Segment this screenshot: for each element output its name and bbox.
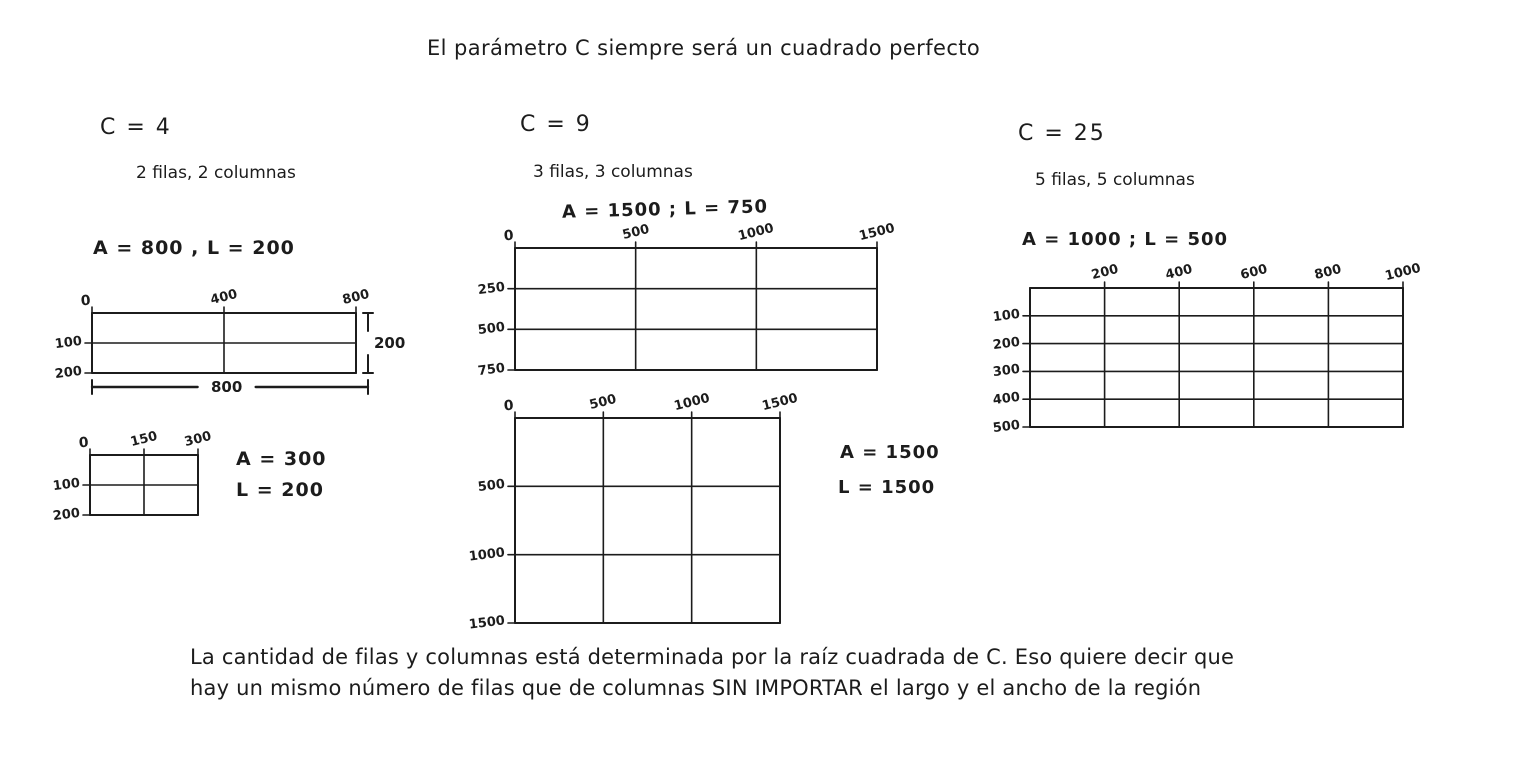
grid-c4-main [54,286,406,396]
x-tick-label: 200 [1089,261,1120,284]
footer-note [190,642,1234,704]
x-tick-label: 500 [588,391,619,414]
x-tick-label: 500 [620,221,651,244]
formula-c4-small-length: L = 200 [236,479,324,501]
y-tick-label: 500 [477,477,506,496]
x-tick-label: 1000 [1383,260,1423,285]
y-tick-label: 200 [992,334,1021,353]
height-dimension-label: 200 [374,334,406,352]
x-tick-label: 800 [341,286,371,309]
section-c4-heading: C = 4 [100,115,172,140]
x-tick-label: 150 [129,428,159,451]
x-tick-label: 800 [1313,261,1344,284]
y-tick-label: 1000 [468,545,506,565]
x-tick-label: 400 [209,286,239,309]
y-tick-label: 400 [992,390,1021,409]
grid-c9-wide [477,220,897,380]
formula-c9-square-area: A = 1500 [840,442,940,463]
x-tick-label: 1000 [672,390,712,415]
x-tick-label: 1000 [736,220,776,245]
section-c25-heading: C = 25 [1018,121,1106,146]
y-tick-label: 1500 [468,613,506,633]
y-tick-label: 100 [52,475,81,495]
width-dimension-label: 800 [206,378,247,396]
x-tick-label: 0 [80,292,92,310]
y-tick-label: 200 [52,505,81,525]
x-tick-label: 600 [1238,261,1269,284]
y-tick-label: 750 [477,360,506,380]
x-tick-label: 1500 [857,220,897,245]
y-tick-label: 300 [992,362,1021,381]
section-c25-subheading: 5 filas, 5 columnas [1035,170,1195,190]
grid-lines [990,248,1443,467]
section-c4-subheading: 2 filas, 2 columnas [136,163,296,183]
grid-c25 [992,260,1423,437]
y-tick-label: 200 [54,363,83,383]
x-tick-label: 0 [78,434,90,452]
y-tick-label: 100 [54,333,83,353]
formula-c4-small-area: A = 300 [236,448,327,470]
grid-lines [475,378,820,663]
footer-note-line-2: hay un mismo número de filas que de columnas SIN IMPORTAR el largo y el ancho de la región [190,676,1202,700]
y-tick-label: 500 [992,417,1021,437]
formula-c4-main: A = 800 , L = 200 [93,237,295,259]
page-title: El parámetro C siempre será un cuadrado perfecto [427,36,981,60]
footer-note-line-1: La cantidad de filas y columnas está determinada por la raíz cuadrada de C. Eso quiere decir que [190,645,1235,669]
section-c9-subheading: 3 filas, 3 columnas [533,162,693,182]
section-c9-heading: C = 9 [520,112,592,137]
formula-c9-wide: A = 1500 ; L = 750 [561,196,769,223]
x-tick-label: 1500 [760,390,800,415]
formula-c25: A = 1000 ; L = 500 [1022,229,1229,250]
y-tick-label: 250 [477,279,506,298]
y-tick-label: 500 [477,320,506,339]
formula-c9-square-length: L = 1500 [838,477,936,498]
x-tick-label: 0 [503,227,515,245]
x-tick-label: 300 [183,428,213,451]
x-tick-label: 400 [1164,261,1195,284]
y-tick-label: 100 [992,306,1021,325]
grid-c4-small [52,428,213,525]
x-tick-label: 0 [503,397,515,415]
grid-c9-square [468,390,800,633]
